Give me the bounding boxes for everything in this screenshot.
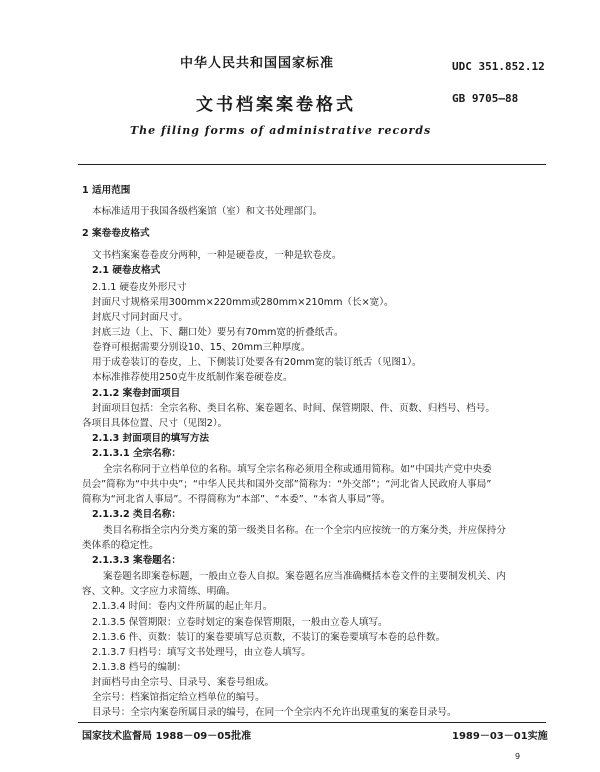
- section-1-heading: 1 适用范围: [82, 185, 131, 196]
- paragraph-line: 容、文种。文字应力求简练、明确。: [82, 586, 236, 597]
- paragraph-line: 各项目具体位置、尺寸（见图2）。: [82, 418, 228, 429]
- section-2-1-3-2-heading: 2.1.3.2 类目名称：: [92, 509, 181, 520]
- section-1-body: 本标准适用于我国各级档案馆（室）和文书处理部门。: [92, 206, 323, 217]
- paragraph-line: 用于成卷装订的卷皮，上、下侧装订处要各有20mm宽的装订纸舌（见图1）。: [92, 357, 422, 368]
- section-2-1-3-5: 2.1.3.5 保管期限：立卷时划定的案卷保管期限，一般由立卷人填写。: [92, 617, 388, 628]
- header-rule: [78, 164, 546, 165]
- footer-rule: [78, 722, 546, 723]
- udc-code: UDC 351.852.12: [452, 60, 545, 73]
- paragraph-line: 本标准推荐使用250克牛皮纸制作案卷硬卷皮。: [92, 372, 293, 383]
- paragraph-line: 案卷题名即案卷标题，一般由立卷人自拟。案卷题名应当准确概括本卷文件的主要制发机关、内: [103, 571, 506, 582]
- section-2-body: 文书档案案卷卷皮分两种，一种是硬卷皮，一种是软卷皮。: [92, 250, 342, 261]
- section-2-1-3-6: 2.1.3.6 件、页数：装订的案卷要填写总页数，不装订的案卷要填写本卷的总件数。: [92, 632, 446, 643]
- gb-code: GB 9705—88: [452, 92, 519, 105]
- paragraph-line: 封底三边（上、下、翻口处）要另有70mm宽的折叠纸舌。: [92, 327, 344, 338]
- paragraph-line: 全宗名称同于立档单位的名称。填写全宗名称必须用全称或通用简称。如“中国共产党中央委: [103, 464, 492, 475]
- section-2-1-3-8-heading: 2.1.3.8 档号的编制：: [92, 662, 187, 673]
- paragraph-line: 卷脊可根据需要分别设10、15、20mm三种厚度。: [92, 342, 311, 353]
- section-2-1-3-1-heading: 2.1.3.1 全宗名称：: [92, 448, 181, 459]
- section-2-1-1-heading: 2.1.1 硬卷皮外形尺寸: [92, 282, 187, 293]
- section-2-1-3-3-heading: 2.1.3.3 案卷题名：: [92, 555, 181, 566]
- paragraph-line: 全宗号：档案馆指定给立档单位的编号。: [92, 692, 265, 703]
- english-title: The filing forms of administrative records: [130, 124, 432, 137]
- paragraph-line: 类目名称指全宗内分类方案的第一级类目名称。在一个全宗内应按统一的方案分类，并应保持分: [103, 525, 506, 536]
- paragraph-line: 封底尺寸同封面尺寸。: [92, 312, 188, 323]
- section-2-heading: 2 案卷卷皮格式: [82, 228, 150, 239]
- document-title: 文书档案案卷格式: [196, 95, 356, 115]
- section-2-1-heading: 2.1 硬卷皮格式: [92, 265, 161, 276]
- section-2-1-3-4: 2.1.3.4 时间：卷内文件所属的起止年月。: [92, 601, 273, 612]
- paragraph-line: 封面档号由全宗号、目录号、案卷号组成。: [92, 677, 275, 688]
- standard-title: 中华人民共和国国家标准: [180, 56, 335, 71]
- section-2-1-3-heading: 2.1.3 封面项目的填写方法: [92, 433, 209, 444]
- paragraph-line: 封面项目包括：全宗名称、类目名称、案卷题名、时间、保管期限、件、页数、归档号、档号。: [92, 403, 495, 414]
- approval-date: 国家技术监督局 1988－09－05批准: [82, 731, 252, 742]
- paragraph-line: 封面尺寸规格采用300mm×220mm或280mm×210mm（长×宽）。: [92, 297, 394, 308]
- paragraph-line: 员会”简称为“中共中央”；“中华人民共和国外交部”简称为：“外交部”；“河北省人民政府人事局”: [82, 479, 492, 490]
- page-number: 9: [515, 752, 521, 761]
- paragraph-line: 简称为“河北省人事局”。不得简称为“本部”、“本委”、“本省人事局”等。: [82, 494, 391, 505]
- paragraph-line: 类体系的稳定性。: [82, 540, 159, 551]
- effective-date: 1989－03－01实施: [452, 731, 548, 742]
- section-2-1-3-7: 2.1.3.7 归档号：填写文书处理号，由立卷人填写。: [92, 647, 311, 658]
- paragraph-line: 目录号：全宗内案卷所属目录的编号，在同一个全宗内不允许出现重复的案卷目录号。: [92, 707, 457, 718]
- section-2-1-2-heading: 2.1.2 案卷封面项目: [92, 388, 181, 399]
